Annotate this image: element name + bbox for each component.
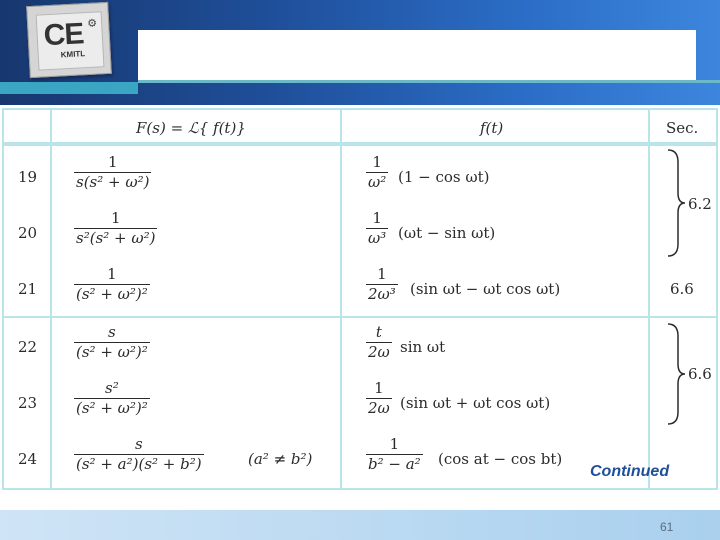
header-accent-bar [0, 82, 138, 94]
continued-label: Continued [590, 463, 670, 480]
row-number: 22 [18, 338, 38, 356]
footer-band [0, 510, 720, 540]
time-expression: sin ωt [400, 338, 446, 356]
time-coefficient: $\frac{1}{\text{b² − a²}}$ [368, 435, 421, 473]
row-number: 20 [18, 224, 38, 242]
ce-kmitl-logo [26, 2, 112, 78]
section-brace-icon [666, 322, 686, 426]
section-label: 6.6 [670, 280, 694, 298]
laplace-transform-table [2, 108, 718, 490]
time-expression: (sin ωt + ωt cos ωt) [400, 394, 551, 412]
header-time-function: f(t) [480, 119, 504, 137]
section-label: 6.6 [688, 365, 712, 383]
time-coefficient: $\frac{1}{\text{ω³}}$ [368, 209, 387, 247]
section-brace-icon [666, 148, 686, 258]
laplace-fraction: $\frac{1}{\text{(s² + ω²)²}}$ [76, 265, 148, 303]
grid-line [340, 108, 342, 490]
laplace-fraction: $\frac{s}{\text{(s² + ω²)²}}$ [76, 323, 148, 361]
laplace-fraction: $\frac{s}{\text{(s² + a²)(s² + b²)}}$ [76, 435, 202, 473]
grid-line [2, 316, 718, 318]
laplace-fraction: $\frac{\text{s²}}{\text{(s² + ω²)²}}$ [76, 379, 148, 417]
header-laplace: F(s) = ℒ{ f(t)} [136, 119, 246, 137]
logo-ce-text: CE [42, 17, 85, 53]
time-expression: (sin ωt − ωt cos ωt) [410, 280, 561, 298]
time-coefficient: $\frac{1}{2\omega}$ [368, 379, 390, 417]
grid-line [2, 108, 718, 110]
title-underline [138, 80, 720, 83]
row-number: 19 [18, 168, 38, 186]
page-number: 61 [660, 520, 674, 534]
slide-title-area [138, 30, 696, 82]
logo-plate [36, 11, 105, 70]
time-expression: (1 − cos ωt) [398, 168, 490, 186]
time-coefficient: $\frac{1}{\text{ω²}}$ [368, 153, 387, 191]
time-coefficient: $\frac{1}{\text{2ω³}}$ [368, 265, 396, 303]
logo-kmitl-text: KMITL [60, 49, 86, 60]
logo-gear-icon: ⚙ [86, 16, 98, 31]
time-expression: (cos at − cos bt) [438, 450, 563, 468]
grid-line [2, 144, 718, 146]
section-label: 6.2 [688, 195, 712, 213]
grid-line [716, 108, 718, 490]
row-number: 23 [18, 394, 38, 412]
grid-line [2, 108, 4, 490]
row-number: 21 [18, 280, 38, 298]
grid-line [50, 108, 52, 490]
grid-line [2, 488, 718, 490]
header-section: Sec. [666, 119, 699, 137]
time-expression: (ωt − sin ωt) [398, 224, 496, 242]
time-coefficient: $\frac{t}{2\omega}$ [368, 323, 390, 361]
laplace-fraction: $\frac{1}{\text{s(s² + ω²)}}$ [76, 153, 150, 191]
row-number: 24 [18, 450, 38, 468]
laplace-fraction: $\frac{1}{\text{s²(s² + ω²)}}$ [76, 209, 156, 247]
grid-line [648, 108, 650, 490]
laplace-condition: (a² ≠ b²) [248, 450, 313, 468]
